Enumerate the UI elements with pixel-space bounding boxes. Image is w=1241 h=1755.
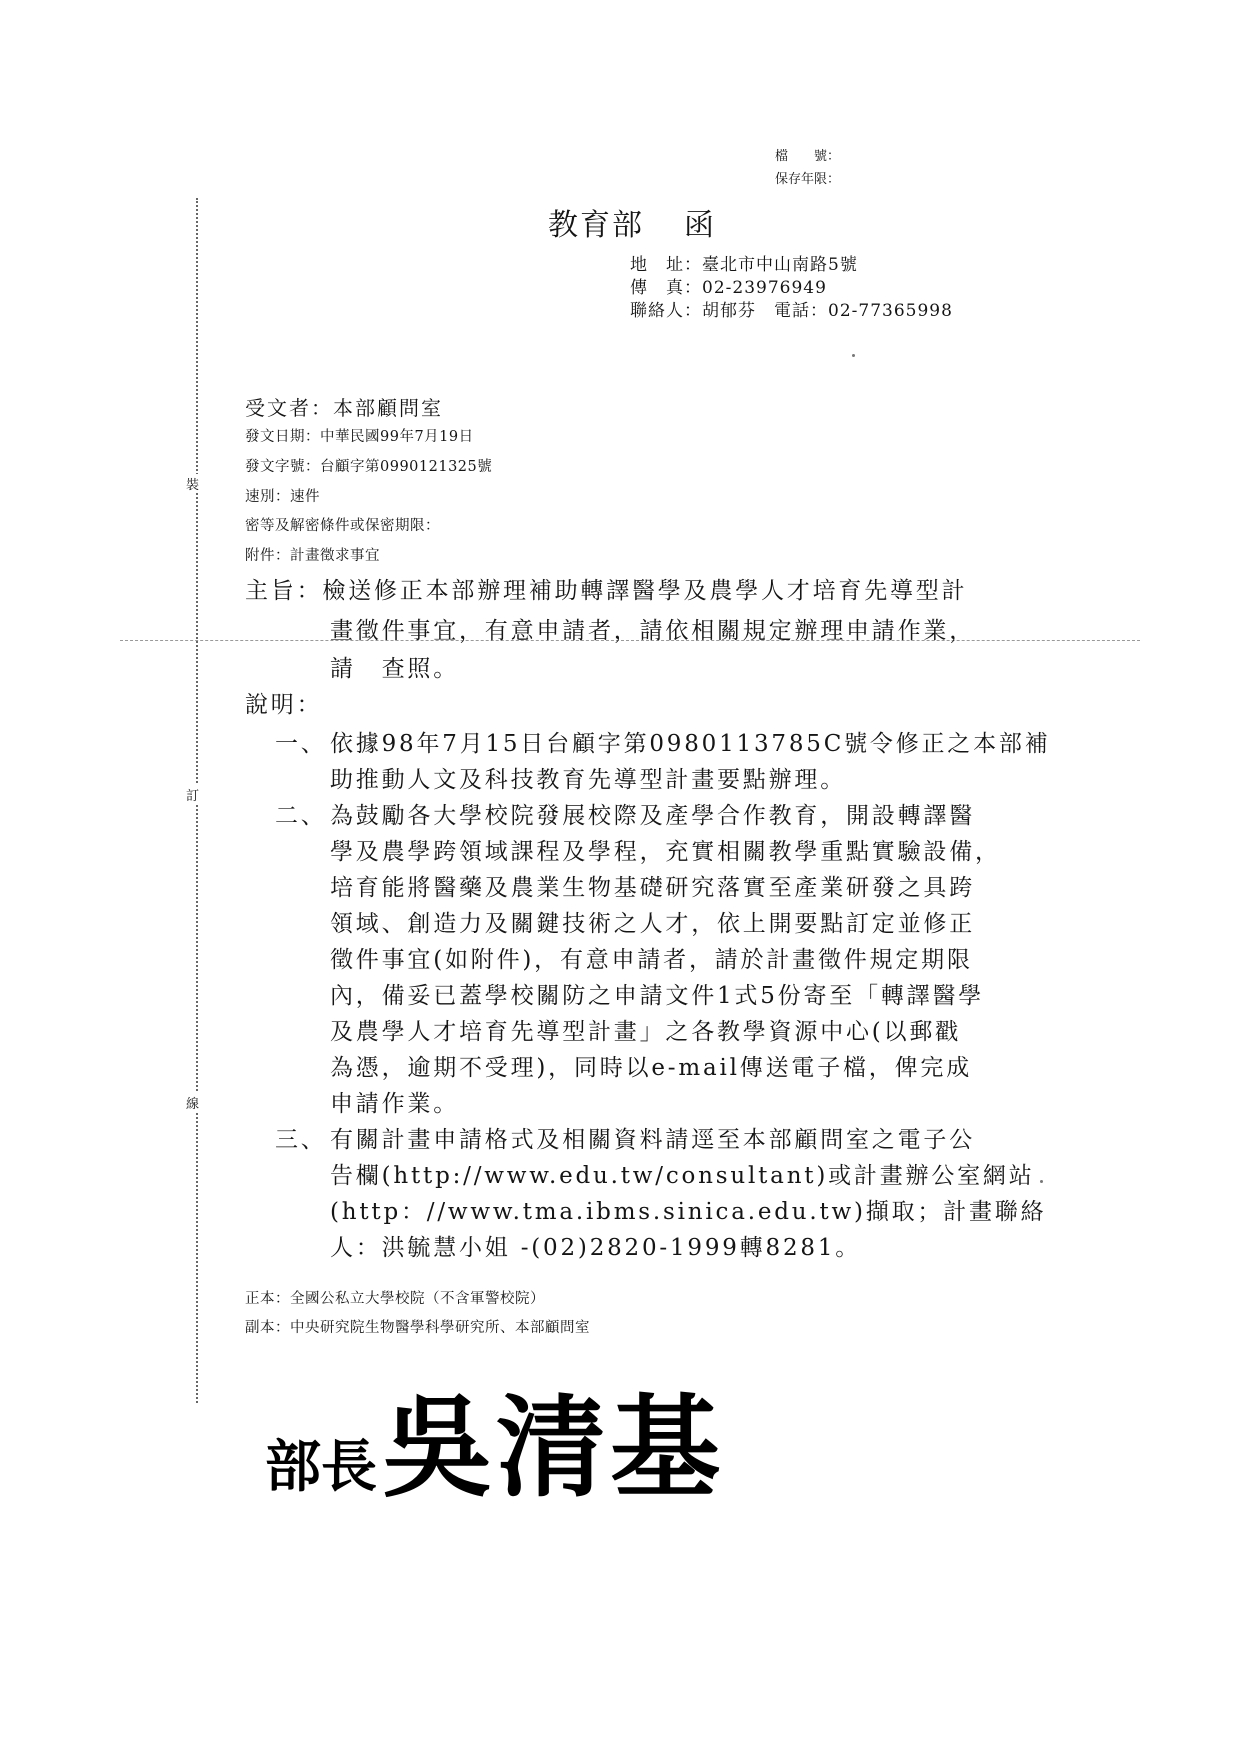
explanation-line: 依據98年7月15日台顧字第0980113785C號令修正之本部補 xyxy=(330,731,1051,757)
explanation-line: 內，備妥已蓋學校關防之申請文件1式5份寄至「轉譯醫學 xyxy=(330,983,985,1009)
subject-line: 畫徵件事宜，有意申請者，請依相關規定辦理申請作業， xyxy=(330,618,975,644)
explanation-line: 為鼓勵各大學校院發展校際及產學合作教育，開設轉譯醫 xyxy=(330,803,975,829)
explanation-line: 助推動人文及科技教育先導型計畫要點辦理。 xyxy=(330,767,846,793)
contact-line: 聯絡人：胡郁芬 電話：02-77365998 xyxy=(630,301,953,321)
fax-line: 傳 真：02-23976949 xyxy=(630,278,827,298)
minister-signature xyxy=(265,1360,724,1518)
explanation-line: 告欄(http://www.edu.tw/consultant)或計畫辦公室網站 xyxy=(330,1163,1035,1189)
document-title xyxy=(548,200,716,244)
issue-date: 發文日期：中華民國99年7月19日 xyxy=(245,429,474,445)
scan-speck xyxy=(852,354,855,357)
signature-name: 吳清基 xyxy=(382,1384,725,1512)
binding-mark-zhuang: 裝 xyxy=(186,474,199,493)
binding-mark-ding: 訂 xyxy=(186,785,199,804)
retention-period-label: 保存年限： xyxy=(775,172,841,187)
document-number: 發文字號：台顧字第0990121325號 xyxy=(245,459,493,475)
signature-title: 部長 xyxy=(265,1435,377,1500)
address-line: 地 址：臺北市中山南路5號 xyxy=(630,255,858,275)
subject-line: 請 查照。 xyxy=(330,656,459,682)
explanation-line: (http：//www.tma.ibms.sinica.edu.tw)擷取；計畫聯絡 xyxy=(330,1199,1047,1225)
secrecy-level: 密等及解密條件或保密期限： xyxy=(245,518,440,534)
scan-speck xyxy=(1040,1180,1043,1183)
explanation-line: 徵件事宜(如附件)，有意申請者，請於計畫徵件規定期限 xyxy=(330,947,973,973)
original-recipients: 正本：全國公私立大學校院（不含軍警校院） xyxy=(245,1291,545,1307)
explanation-line: 培育能將醫藥及農業生物基礎研究落實至產業研發之具跨 xyxy=(330,875,975,901)
item-number: 一、 xyxy=(275,731,327,757)
delivery-speed: 速別：速件 xyxy=(245,489,320,505)
explanation-line: 申請作業。 xyxy=(330,1091,459,1117)
explanation-line: 有關計畫申請格式及相關資料請逕至本部顧問室之電子公 xyxy=(330,1127,975,1153)
binding-mark-xian: 線 xyxy=(186,1093,199,1112)
item-number: 二、 xyxy=(275,803,327,829)
recipient: 受文者：本部顧問室 xyxy=(245,396,443,420)
explanation-line: 人：洪毓慧小姐 -(02)2820-1999轉8281。 xyxy=(330,1235,862,1261)
attachment: 附件：計畫徵求事宜 xyxy=(245,548,380,564)
explanation-line: 及農學人才培育先導型計畫」之各教學資源中心(以郵戳 xyxy=(330,1019,961,1045)
explanation-line: 學及農學跨領域課程及學程，充實相關教學重點實驗設備， xyxy=(330,839,1001,865)
document-type: 函 xyxy=(684,208,716,243)
subject-line: 主旨：檢送修正本部辦理補助轉譯醫學及農學人才培育先導型計 xyxy=(245,578,968,604)
file-number-label: 檔 號： xyxy=(775,149,841,164)
copy-recipients: 副本：中央研究院生物醫學科學研究所、本部顧問室 xyxy=(245,1320,590,1336)
item-number: 三、 xyxy=(275,1127,327,1153)
explanation-label: 說明： xyxy=(245,692,323,718)
explanation-line: 領域、創造力及關鍵技術之人才，依上開要點訂定並修正 xyxy=(330,911,975,937)
explanation-line: 為憑，逾期不受理)，同時以e-mail傳送電子檔，俾完成 xyxy=(330,1055,972,1081)
agency-name: 教育部 xyxy=(548,208,644,243)
